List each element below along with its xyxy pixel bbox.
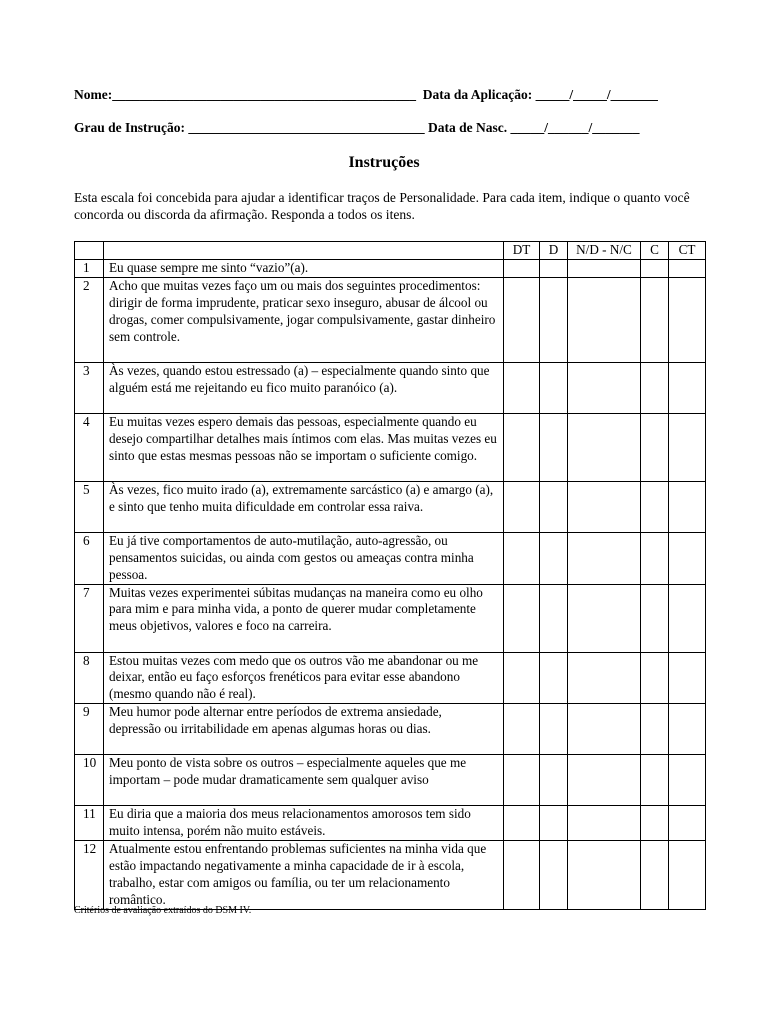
response-cell[interactable] <box>540 841 568 910</box>
response-cell[interactable] <box>568 362 641 413</box>
item-statement: Eu diria que a maioria dos meus relacionamentos amorosos tem sido muito intensa, porém não muito estáveis. <box>104 806 504 841</box>
response-cell[interactable] <box>568 806 641 841</box>
response-cell[interactable] <box>504 755 540 806</box>
table-row <box>75 755 706 806</box>
table-row <box>75 584 706 652</box>
response-cell[interactable] <box>504 704 540 755</box>
response-cell[interactable] <box>669 584 706 652</box>
response-cell[interactable] <box>669 277 706 362</box>
response-cell[interactable] <box>669 806 706 841</box>
item-statement: Eu muitas vezes espero demais das pessoas, especialmente quando eu desejo compartilhar detalhes mais íntimos com elas. Mas muitas vezes eu sinto que estas mesmas pessoas não se importam o suficiente comigo. <box>104 413 504 481</box>
response-cell[interactable] <box>504 532 540 584</box>
response-cell[interactable] <box>669 841 706 910</box>
column-header: C <box>641 242 669 260</box>
table-row <box>75 704 706 755</box>
column-header: D <box>540 242 568 260</box>
response-cell[interactable] <box>540 259 568 277</box>
item-number: 7 <box>75 584 104 652</box>
response-cell[interactable] <box>669 481 706 532</box>
table-header-row <box>75 242 706 260</box>
item-number: 5 <box>75 481 104 532</box>
response-cell[interactable] <box>669 362 706 413</box>
item-statement: Meu ponto de vista sobre os outros – especialmente aqueles que me importam – pode mudar dramaticamente sem qualquer aviso <box>104 755 504 806</box>
response-cell[interactable] <box>568 532 641 584</box>
response-cell[interactable] <box>504 413 540 481</box>
column-header: DT <box>504 242 540 260</box>
item-statement: Eu já tive comportamentos de auto-mutilação, auto-agressão, ou pensamentos suicidas, ou ainda com gestos ou ameaças contra minha pessoa. <box>104 532 504 584</box>
response-cell[interactable] <box>504 259 540 277</box>
response-cell[interactable] <box>641 704 669 755</box>
response-cell[interactable] <box>540 755 568 806</box>
footnote: Critérios de avaliação extraídos do DSM IV. <box>74 905 252 916</box>
table-row <box>75 413 706 481</box>
response-cell[interactable] <box>540 277 568 362</box>
item-statement: Às vezes, fico muito irado (a), extremamente sarcástico (a) e amargo (a), e sinto que tenho muita dificuldade em controlar essa raiva. <box>104 481 504 532</box>
table-row <box>75 806 706 841</box>
response-cell[interactable] <box>568 277 641 362</box>
response-cell[interactable] <box>568 841 641 910</box>
rating-table <box>74 241 706 910</box>
page-title: Instruções <box>348 154 420 171</box>
response-cell[interactable] <box>568 413 641 481</box>
response-cell[interactable] <box>669 652 706 704</box>
response-cell[interactable] <box>540 584 568 652</box>
item-statement: Estou muitas vezes com medo que os outros vão me abandonar ou me deixar, então eu faço esforços frenéticos para evitar esse abandono (mesmo quando não é real). <box>104 652 504 704</box>
column-header: N/D - N/C <box>568 242 641 260</box>
response-cell[interactable] <box>568 259 641 277</box>
response-cell[interactable] <box>504 362 540 413</box>
instructions-text: Esta escala foi concebida para ajudar a identificar traços de Personalidade. Para cada item, indique o quanto você concorda ou discorda da afirmação. Responda a todos os itens. <box>74 190 690 222</box>
response-cell[interactable] <box>540 481 568 532</box>
response-cell[interactable] <box>669 755 706 806</box>
response-cell[interactable] <box>540 704 568 755</box>
item-number: 9 <box>75 704 104 755</box>
response-cell[interactable] <box>641 652 669 704</box>
response-cell[interactable] <box>641 259 669 277</box>
table-row <box>75 532 706 584</box>
response-cell[interactable] <box>641 362 669 413</box>
response-cell[interactable] <box>540 532 568 584</box>
item-statement: Acho que muitas vezes faço um ou mais dos seguintes procedimentos: dirigir de forma imprudente, praticar sexo inseguro, abusar de álcool ou drogas, comer compulsivamente, jogar compulsivamente, gastar dinheiro sem controle. <box>104 277 504 362</box>
response-cell[interactable] <box>540 413 568 481</box>
response-cell[interactable] <box>504 652 540 704</box>
response-cell[interactable] <box>504 584 540 652</box>
response-cell[interactable] <box>568 755 641 806</box>
table-row <box>75 277 706 362</box>
response-cell[interactable] <box>641 481 669 532</box>
response-cell[interactable] <box>641 584 669 652</box>
item-number: 11 <box>75 806 104 841</box>
response-cell[interactable] <box>504 481 540 532</box>
column-header: CT <box>669 242 706 260</box>
response-cell[interactable] <box>669 532 706 584</box>
response-cell[interactable] <box>669 259 706 277</box>
item-number: 2 <box>75 277 104 362</box>
item-number: 8 <box>75 652 104 704</box>
item-statement: Muitas vezes experimentei súbitas mudanças na maneira como eu olho para mim e para minha vida, a ponto de querer mudar completamente meus objetivos, valores e foco na carreira. <box>104 584 504 652</box>
response-cell[interactable] <box>641 532 669 584</box>
response-cell[interactable] <box>641 413 669 481</box>
item-number: 4 <box>75 413 104 481</box>
response-cell[interactable] <box>540 362 568 413</box>
response-cell[interactable] <box>641 755 669 806</box>
item-number: 6 <box>75 532 104 584</box>
table-row <box>75 362 706 413</box>
response-cell[interactable] <box>568 704 641 755</box>
education-birth-line[interactable]: Grau de Instrução: ___________________________________ Data de Nasc. _____/______/_______ <box>74 120 640 135</box>
response-cell[interactable] <box>568 481 641 532</box>
item-number: 1 <box>75 259 104 277</box>
header-item-cell <box>104 242 504 260</box>
response-cell[interactable] <box>504 841 540 910</box>
response-cell[interactable] <box>641 806 669 841</box>
item-number: 12 <box>75 841 104 910</box>
name-date-line[interactable]: Nome:_____________________________________________ Data da Aplicação: _____/_____/_______ <box>74 87 658 102</box>
response-cell[interactable] <box>540 652 568 704</box>
response-cell[interactable] <box>504 277 540 362</box>
response-cell[interactable] <box>504 806 540 841</box>
response-cell[interactable] <box>641 841 669 910</box>
response-cell[interactable] <box>669 704 706 755</box>
table-row <box>75 481 706 532</box>
item-statement: Às vezes, quando estou estressado (a) – especialmente quando sinto que alguém está me rejeitando eu fico muito paranóico (a). <box>104 362 504 413</box>
item-statement: Meu humor pode alternar entre períodos de extrema ansiedade, depressão ou irritabilidade em apenas algumas horas ou dias. <box>104 704 504 755</box>
table-row <box>75 652 706 704</box>
response-cell[interactable] <box>540 806 568 841</box>
response-cell[interactable] <box>641 277 669 362</box>
response-cell[interactable] <box>568 652 641 704</box>
item-statement: Eu quase sempre me sinto “vazio”(a). <box>104 259 504 277</box>
response-cell[interactable] <box>669 413 706 481</box>
item-statement: Atualmente estou enfrentando problemas suficientes na minha vida que estão impactando negativamente a minha capacidade de ir à escola, trabalho, estar com amigos ou família, ou ter um relacionamento romântico. <box>104 841 504 910</box>
item-number: 3 <box>75 362 104 413</box>
table-row <box>75 259 706 277</box>
item-number: 10 <box>75 755 104 806</box>
header-num-cell <box>75 242 104 260</box>
response-cell[interactable] <box>568 584 641 652</box>
table-row <box>75 841 706 910</box>
